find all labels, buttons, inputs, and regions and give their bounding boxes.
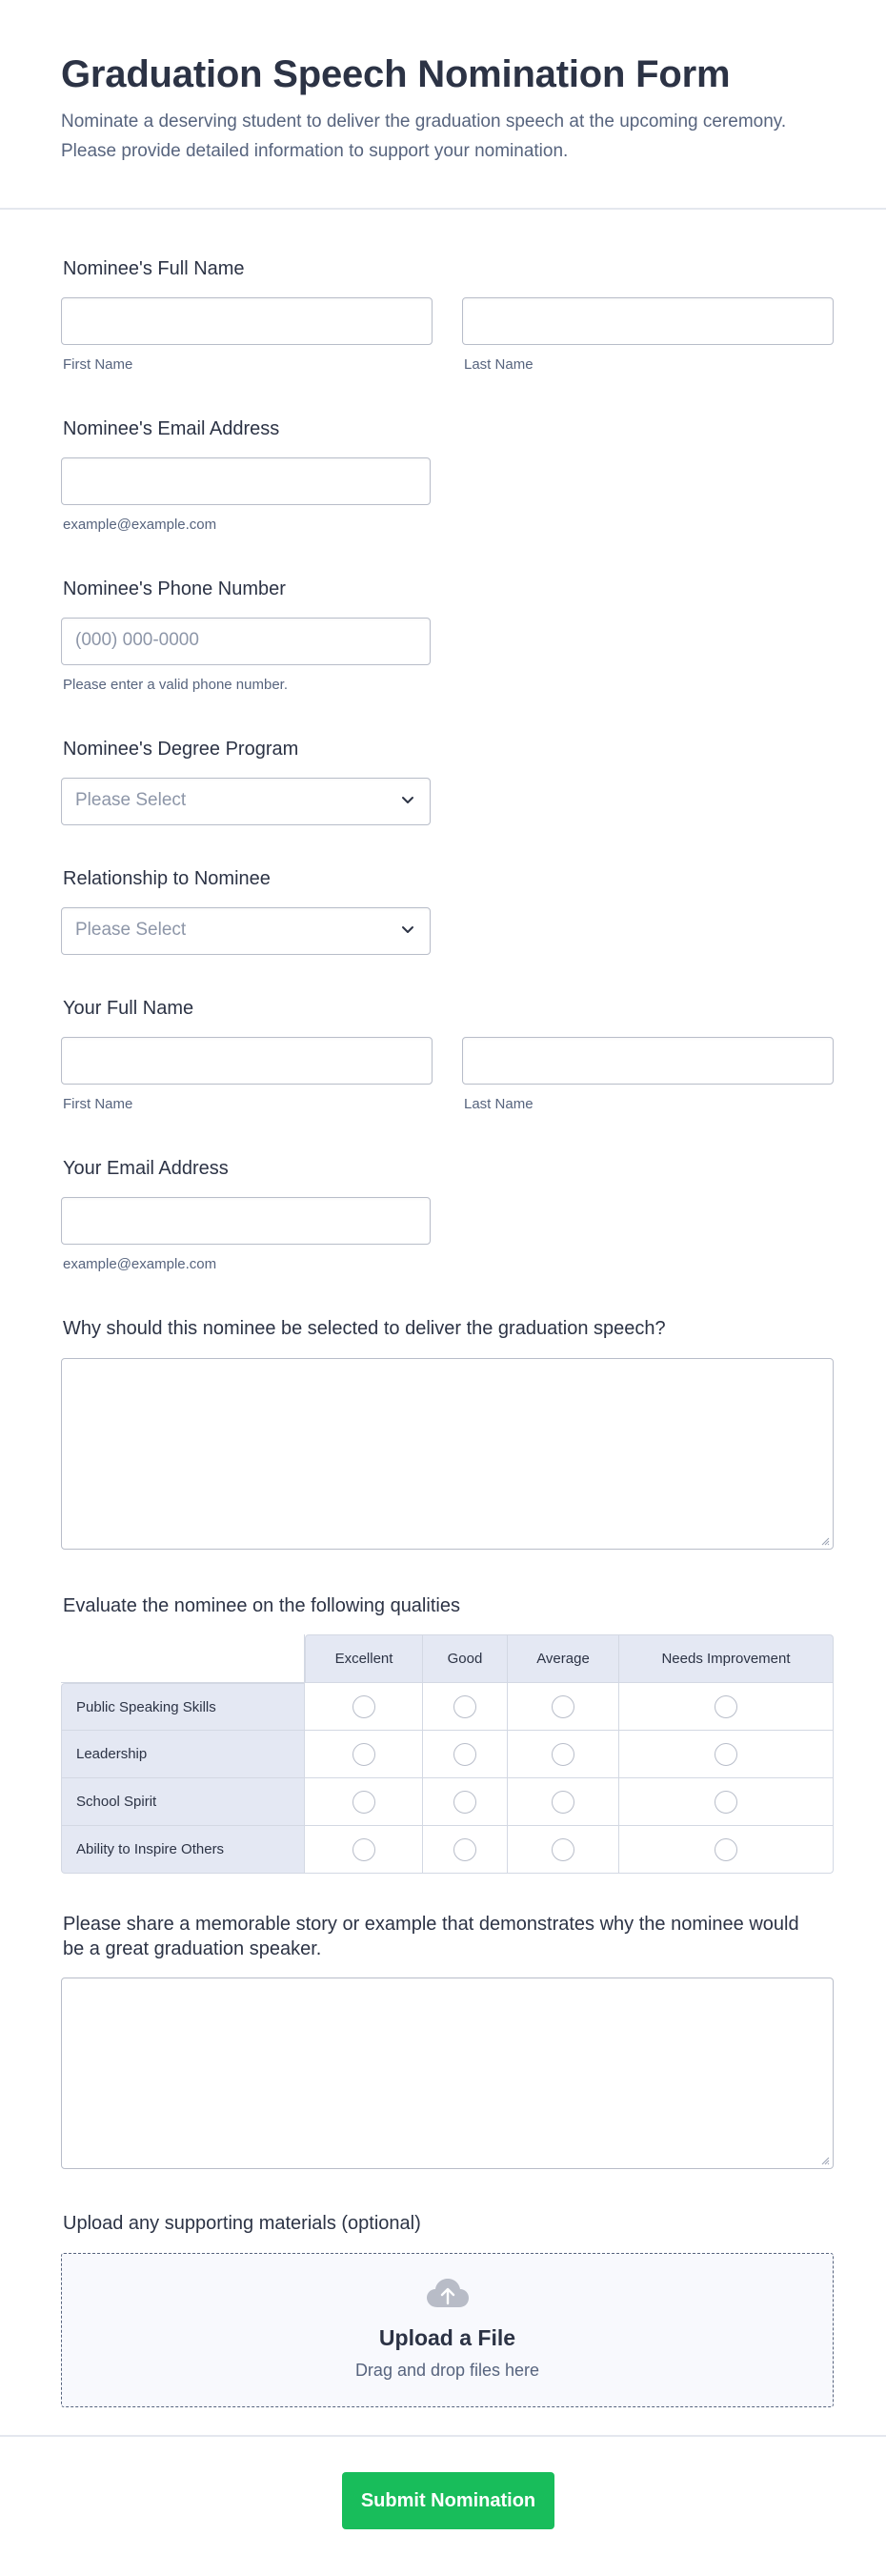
radio-button[interactable] xyxy=(715,1695,737,1718)
degree-program-selected: Please Select xyxy=(75,790,187,810)
page-title: Graduation Speech Nomination Form xyxy=(61,53,731,95)
file-upload-dropzone[interactable] xyxy=(61,2253,834,2407)
your-name-label: Your Full Name xyxy=(63,998,194,1019)
matrix-column-header: Good xyxy=(423,1634,508,1683)
matrix-column-header: Average xyxy=(508,1634,619,1683)
radio-button[interactable] xyxy=(552,1838,574,1861)
matrix-row xyxy=(61,1778,834,1826)
matrix-cell xyxy=(305,1683,423,1731)
radio-button[interactable] xyxy=(715,1791,737,1814)
nominee-phone-label: Nominee's Phone Number xyxy=(63,578,286,599)
page-subtitle: Nominate a deserving student to deliver the graduation speech at the upcoming ceremony. Please provide detailed information to support your nomination. xyxy=(61,112,787,161)
story-textarea[interactable] xyxy=(61,1978,834,2169)
matrix-column-header: Needs Improvement xyxy=(619,1634,834,1683)
nominee-email-input[interactable] xyxy=(61,457,431,505)
your-first-name-sublabel: First Name xyxy=(63,1096,133,1112)
nominee-first-name-sublabel: First Name xyxy=(63,356,133,373)
relationship-select[interactable] xyxy=(61,907,431,955)
form-footer xyxy=(0,2435,886,2576)
story-label: Please share a memorable story or example that demonstrates why the nominee would be a great graduation speaker. xyxy=(63,1914,799,1959)
radio-button[interactable] xyxy=(352,1695,375,1718)
chevron-down-icon xyxy=(399,921,416,938)
nominee-first-name-input[interactable] xyxy=(61,297,433,345)
matrix-cell xyxy=(508,1778,619,1826)
your-email-label: Your Email Address xyxy=(63,1158,229,1179)
matrix-row-label: Ability to Inspire Others xyxy=(61,1826,305,1874)
matrix-cell xyxy=(619,1826,834,1874)
matrix-cell xyxy=(305,1826,423,1874)
matrix-corner xyxy=(61,1634,305,1683)
your-email-sublabel: example@example.com xyxy=(63,1256,217,1272)
radio-button[interactable] xyxy=(453,1695,476,1718)
your-last-name-sublabel: Last Name xyxy=(464,1096,534,1112)
chevron-down-icon xyxy=(399,791,416,808)
matrix-cell xyxy=(423,1731,508,1778)
why-label: Why should this nominee be selected to deliver the graduation speech? xyxy=(63,1318,666,1339)
radio-button[interactable] xyxy=(715,1743,737,1766)
relationship-selected: Please Select xyxy=(75,920,187,940)
matrix-cell xyxy=(423,1778,508,1826)
radio-button[interactable] xyxy=(352,1838,375,1861)
nominee-email-label: Nominee's Email Address xyxy=(63,418,280,439)
relationship-label: Relationship to Nominee xyxy=(63,868,271,889)
radio-button[interactable] xyxy=(352,1791,375,1814)
your-last-name-input[interactable] xyxy=(462,1037,834,1085)
matrix-cell xyxy=(508,1826,619,1874)
rating-matrix xyxy=(61,1634,834,1874)
nominee-phone-input[interactable] xyxy=(61,618,431,665)
radio-button[interactable] xyxy=(352,1743,375,1766)
phone-placeholder: (000) 000-0000 xyxy=(75,630,199,650)
matrix-row-label: School Spirit xyxy=(61,1778,305,1826)
degree-program-select[interactable] xyxy=(61,778,431,825)
upload-hint: Drag and drop files here xyxy=(354,2361,540,2380)
why-textarea[interactable] xyxy=(61,1358,834,1550)
matrix-header-row xyxy=(61,1634,834,1683)
degree-program-label: Nominee's Degree Program xyxy=(63,739,299,760)
radio-button[interactable] xyxy=(715,1838,737,1861)
radio-button[interactable] xyxy=(552,1743,574,1766)
submit-nomination-button[interactable]: Submit Nomination xyxy=(342,2472,554,2529)
nominee-phone-sublabel: Please enter a valid phone number. xyxy=(63,677,288,693)
matrix-cell xyxy=(619,1683,834,1731)
matrix-cell xyxy=(305,1778,423,1826)
your-first-name-input[interactable] xyxy=(61,1037,433,1085)
matrix-row xyxy=(61,1683,834,1731)
upload-label: Upload any supporting materials (optional) xyxy=(63,2213,421,2234)
radio-button[interactable] xyxy=(453,1743,476,1766)
matrix-cell xyxy=(423,1826,508,1874)
nominee-name-label: Nominee's Full Name xyxy=(63,258,245,279)
nominee-last-name-input[interactable] xyxy=(462,297,834,345)
radio-button[interactable] xyxy=(453,1838,476,1861)
matrix-column-header: Excellent xyxy=(305,1634,423,1683)
upload-title: Upload a File xyxy=(378,2325,516,2350)
radio-button[interactable] xyxy=(552,1695,574,1718)
matrix-cell xyxy=(508,1731,619,1778)
matrix-cell xyxy=(423,1683,508,1731)
form-header xyxy=(0,0,886,210)
radio-button[interactable] xyxy=(453,1791,476,1814)
matrix-cell xyxy=(619,1778,834,1826)
matrix-row-label: Leadership xyxy=(61,1731,305,1778)
resize-grip-icon[interactable] xyxy=(820,1536,830,1546)
nominee-last-name-sublabel: Last Name xyxy=(464,356,534,373)
resize-grip-icon[interactable] xyxy=(820,2156,830,2165)
nominee-email-sublabel: example@example.com xyxy=(63,517,217,533)
matrix-cell xyxy=(305,1731,423,1778)
radio-button[interactable] xyxy=(552,1791,574,1814)
cloud-upload-icon xyxy=(424,2275,472,2313)
matrix-cell xyxy=(619,1731,834,1778)
form-body xyxy=(0,210,886,2435)
matrix-cell xyxy=(508,1683,619,1731)
matrix-row xyxy=(61,1731,834,1778)
matrix-row xyxy=(61,1826,834,1874)
matrix-row-label: Public Speaking Skills xyxy=(61,1683,305,1731)
your-email-input[interactable] xyxy=(61,1197,431,1245)
matrix-label: Evaluate the nominee on the following qualities xyxy=(63,1595,460,1616)
